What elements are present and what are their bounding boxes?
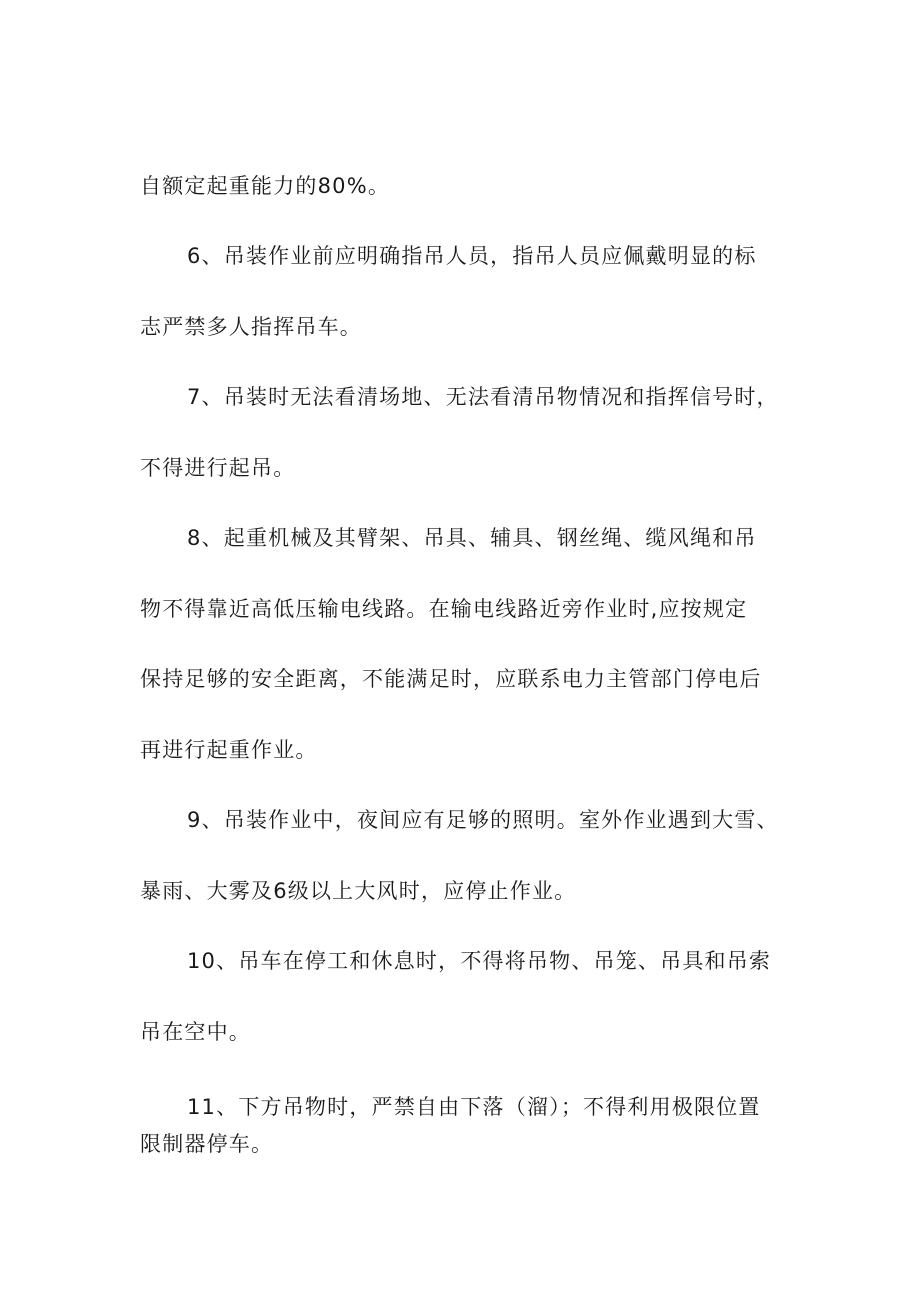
item-10-line-1: 10、吊车在停工和休息时，不得将吊物、吊笼、吊具和吊索 [187, 949, 772, 973]
item-8-line-1: 8、起重机械及其臂架、吊具、辅具、钢丝绳、缆风绳和吊 [187, 526, 757, 550]
item-6-line-1: 6、吊装作业前应明确指吊人员，指吊人员应佩戴明显的标 [187, 244, 757, 268]
item-7-line-2: 不得进行起吊。 [140, 456, 296, 480]
item-6-line-2: 志严禁多人指挥吊车。 [140, 315, 362, 339]
text-line-1: 自额定起重能力的80%。 [140, 174, 391, 198]
item-7-line-1: 7、吊装时无法看清场地、无法看清吊物情况和指挥信号时， [187, 385, 779, 409]
item-8-line-3: 保持足够的安全距离，不能满足时，应联系电力主管部门停电后 [140, 667, 762, 691]
item-9-line-1: 9、吊装作业中，夜间应有足够的照明。室外作业遇到大雪、 [187, 808, 779, 832]
item-11-line-2: 限制器停车。 [140, 1132, 274, 1156]
item-8-line-2: 物不得靠近高低压输电线路。在输电线路近旁作业时,应按规定 [140, 597, 748, 621]
item-10-line-2: 吊在空中。 [140, 1020, 251, 1044]
item-8-line-4: 再进行起重作业。 [140, 738, 318, 762]
item-9-line-2: 暴雨、大雾及6级以上大风时，应停止作业。 [140, 879, 577, 903]
item-11-line-1: 11、下方吊物时，严禁自由下落（溜）；不得利用极限位置 [187, 1095, 761, 1119]
